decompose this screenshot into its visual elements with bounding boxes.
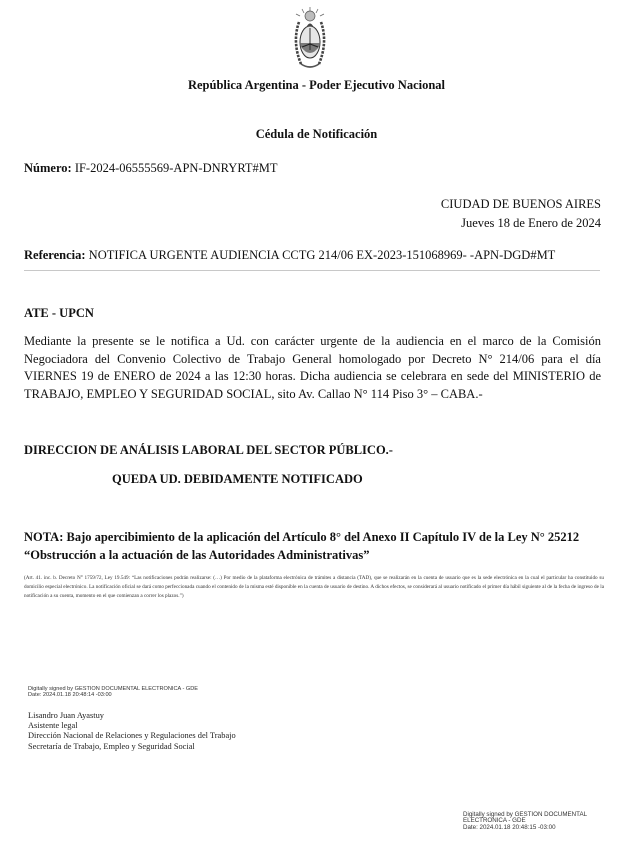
direction-heading: DIRECCION DE ANÁLISIS LABORAL DEL SECTOR PÚBLICO.-: [24, 443, 393, 457]
signer-name: Lisandro Juan Ayastuy: [28, 711, 104, 720]
signer-role: Asistente legal: [28, 721, 78, 731]
issuer-title: República Argentina - Poder Ejecutivo Nacional: [187, 78, 446, 92]
digital-signature-stamp-2: [463, 812, 587, 831]
city: CIUDAD DE BUENOS AIRES: [440, 197, 601, 211]
nota-quote: “Obstrucción a la actuación de las Autoridades Administrativas”: [24, 547, 370, 562]
document-type-title: Cédula de Notificación: [255, 127, 378, 141]
signature-2-signed-by-cont: ELECTRONICA - GDE: [463, 817, 526, 825]
notified-statement: QUEDA UD. DEBIDAMENTE NOTIFICADO: [112, 472, 363, 486]
reference-label: Referencia:: [24, 248, 86, 262]
signature-1-signed-by: Digitally signed by GESTION DOCUMENTAL ELECTRONICA - GDE: [28, 686, 199, 692]
legal-footnote: (Art. 41. inc. b. Decreto N° 1759/72, Ley 19.549: “Las notificaciones podrán realizarse: (…) Por medio de la plataforma electrónica de trámites a distancia (TAD), que se realizarán en la cuenta de usuario que es la sede electrónica en la cual el particular ha constituido su domicilio especial electrónico. La notificación oficial se dará como perfeccionada cuando el contenido de la misma esté disponible en la cuenta de usuario de destino. A dichos efectos, se considerará al usuario notificado el primer día hábil siguiente al de la fecha de ingreso de la notificación a su cuenta, momento en el que comienzan a correr los plazos.”): [24, 575, 604, 599]
divider: [24, 270, 600, 271]
signer-office: Dirección Nacional de Relaciones y Regulaciones del Trabajo: [28, 731, 236, 741]
signature-1-date: Date: 2024.01.18 20:48:14 -03:00: [28, 692, 112, 698]
document-number: [24, 161, 278, 176]
nota-label: NOTA: [24, 530, 60, 544]
nota-text: : Bajo apercibimiento de la aplicación del Artículo 8° del Anexo II Capítulo IV de la Ley N° 25212: [59, 530, 580, 544]
number-value: IF-2024-06555569-APN-DNRYRT#MT: [74, 161, 278, 175]
addressee: ATE - UPCN: [24, 306, 94, 320]
signer-secretariat: Secretaría de Trabajo, Empleo y Seguridad Social: [28, 741, 195, 751]
signature-2-signed-by: Digitally signed by GESTION DOCUMENTAL: [463, 811, 588, 818]
signer-block: [28, 711, 236, 752]
nota-block: [24, 529, 610, 564]
digital-signature-stamp-1: [28, 686, 198, 698]
signature-2-date: Date: 2024.01.18 20:48:15 -03:00: [463, 823, 556, 831]
reference-value: NOTIFICA URGENTE AUDIENCIA CCTG 214/06 EX-2023-151068969- -APN-DGD#MT: [88, 248, 556, 262]
notification-paragraph: Mediante la presente se le notifica a Ud. con carácter urgente de la audiencia en el marco de la Comisión Negociadora del Convenio Colectivo de Trabajo General homologado por Decreto N° 214/06 para el día VIERNES 19 de ENERO de 2024 a las 12:30 horas. Dicha audiencia se celebrara en sede del MINISTERIO de TRABAJO, EMPLEO Y SEGURIDAD SOCIAL, sito Av. Callao N° 114 Piso 3° – CABA.-: [24, 334, 601, 401]
number-label: Número:: [24, 161, 72, 175]
reference: [24, 248, 555, 263]
coat-of-arms-icon: [290, 6, 330, 76]
document-date: Jueves 18 de Enero de 2024: [461, 216, 601, 230]
